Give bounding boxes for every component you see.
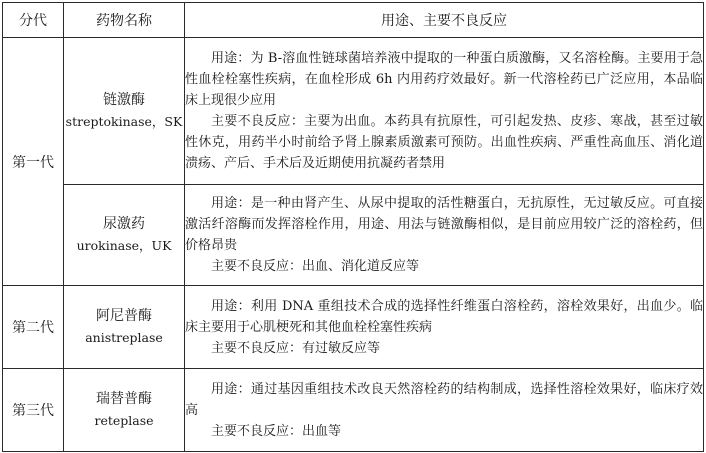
usage-cell — [185, 286, 704, 369]
drug-name-cn: 尿激药 — [103, 216, 145, 232]
header-drug-name: 药物名称 — [64, 3, 185, 38]
drug-name-cell — [64, 38, 185, 185]
usage-cell — [185, 369, 704, 452]
drug-name-cn: 瑞替普酶 — [96, 391, 152, 407]
drug-name-en: anistreplase — [85, 330, 163, 345]
generation-cell: 第一代 — [3, 38, 64, 286]
adverse-text: 主要不良反应：主要为出血。本药具有抗原性，可引起发热、皮疹、寒战，甚至过敏性休克，用药半小时前给予肾上腺素质激素可预防。出血性疾病、严重性高血压、消化道溃疡、产后、手术后及近期使用抗凝药者禁用 — [185, 114, 703, 171]
usage-cell — [185, 185, 704, 286]
drug-name-en: urokinase，UK — [76, 238, 172, 253]
usage-text: 用途：利用 DNA 重组技术合成的选择性纤维蛋白溶栓药，溶栓效果好，出血少。临床主要用于心肌梗死和其他血栓栓塞性疾病 — [185, 298, 703, 335]
table-row — [3, 38, 704, 185]
drug-name-cn: 链激酶 — [103, 92, 145, 108]
drug-table — [2, 2, 704, 452]
generation-cell: 第二代 — [3, 286, 64, 369]
adverse-text: 主要不良反应：有过敏反应等 — [211, 340, 381, 356]
drug-name-en: streptokinase，SK — [65, 114, 183, 129]
drug-name-cn: 阿尼普酶 — [96, 308, 152, 324]
drug-name-cell — [64, 369, 185, 452]
table-row — [3, 369, 704, 452]
header-usage: 用途、主要不良反应 — [185, 3, 704, 38]
table-row — [3, 286, 704, 369]
header-generation: 分代 — [3, 3, 64, 38]
drug-name-cell — [64, 185, 185, 286]
usage-text: 用途：为 B-溶血性链球菌培养液中提取的一种蛋白质激酶，又名溶栓酶。主要用于急性血栓栓塞性疾病，在血栓形成 6h 内用药疗效最好。新一代溶栓药已广泛应用，本品临床上现很少应用 — [185, 51, 703, 108]
adverse-text: 主要不良反应：出血、消化道反应等 — [211, 259, 420, 274]
usage-text: 用途：通过基因重组技术改良天然溶栓药的结构制成，选择性溶栓效果好，临床疗效高 — [185, 381, 703, 418]
usage-cell — [185, 38, 704, 185]
usage-text: 用途：是一种由肾产生、从尿中提取的活性糖蛋白，无抗原性，无过敏反应。可直接激活纤溶酶而发挥溶栓作用，用途、用法与链激酶相似，是目前应用较广泛的溶栓药，但价格昂贵 — [185, 196, 703, 253]
drug-name-en: reteplase — [94, 413, 154, 428]
table-row — [3, 185, 704, 286]
header-row — [3, 3, 704, 38]
drug-name-cell — [64, 286, 185, 369]
generation-cell: 第三代 — [3, 369, 64, 452]
adverse-text: 主要不良反应：出血等 — [211, 423, 342, 439]
